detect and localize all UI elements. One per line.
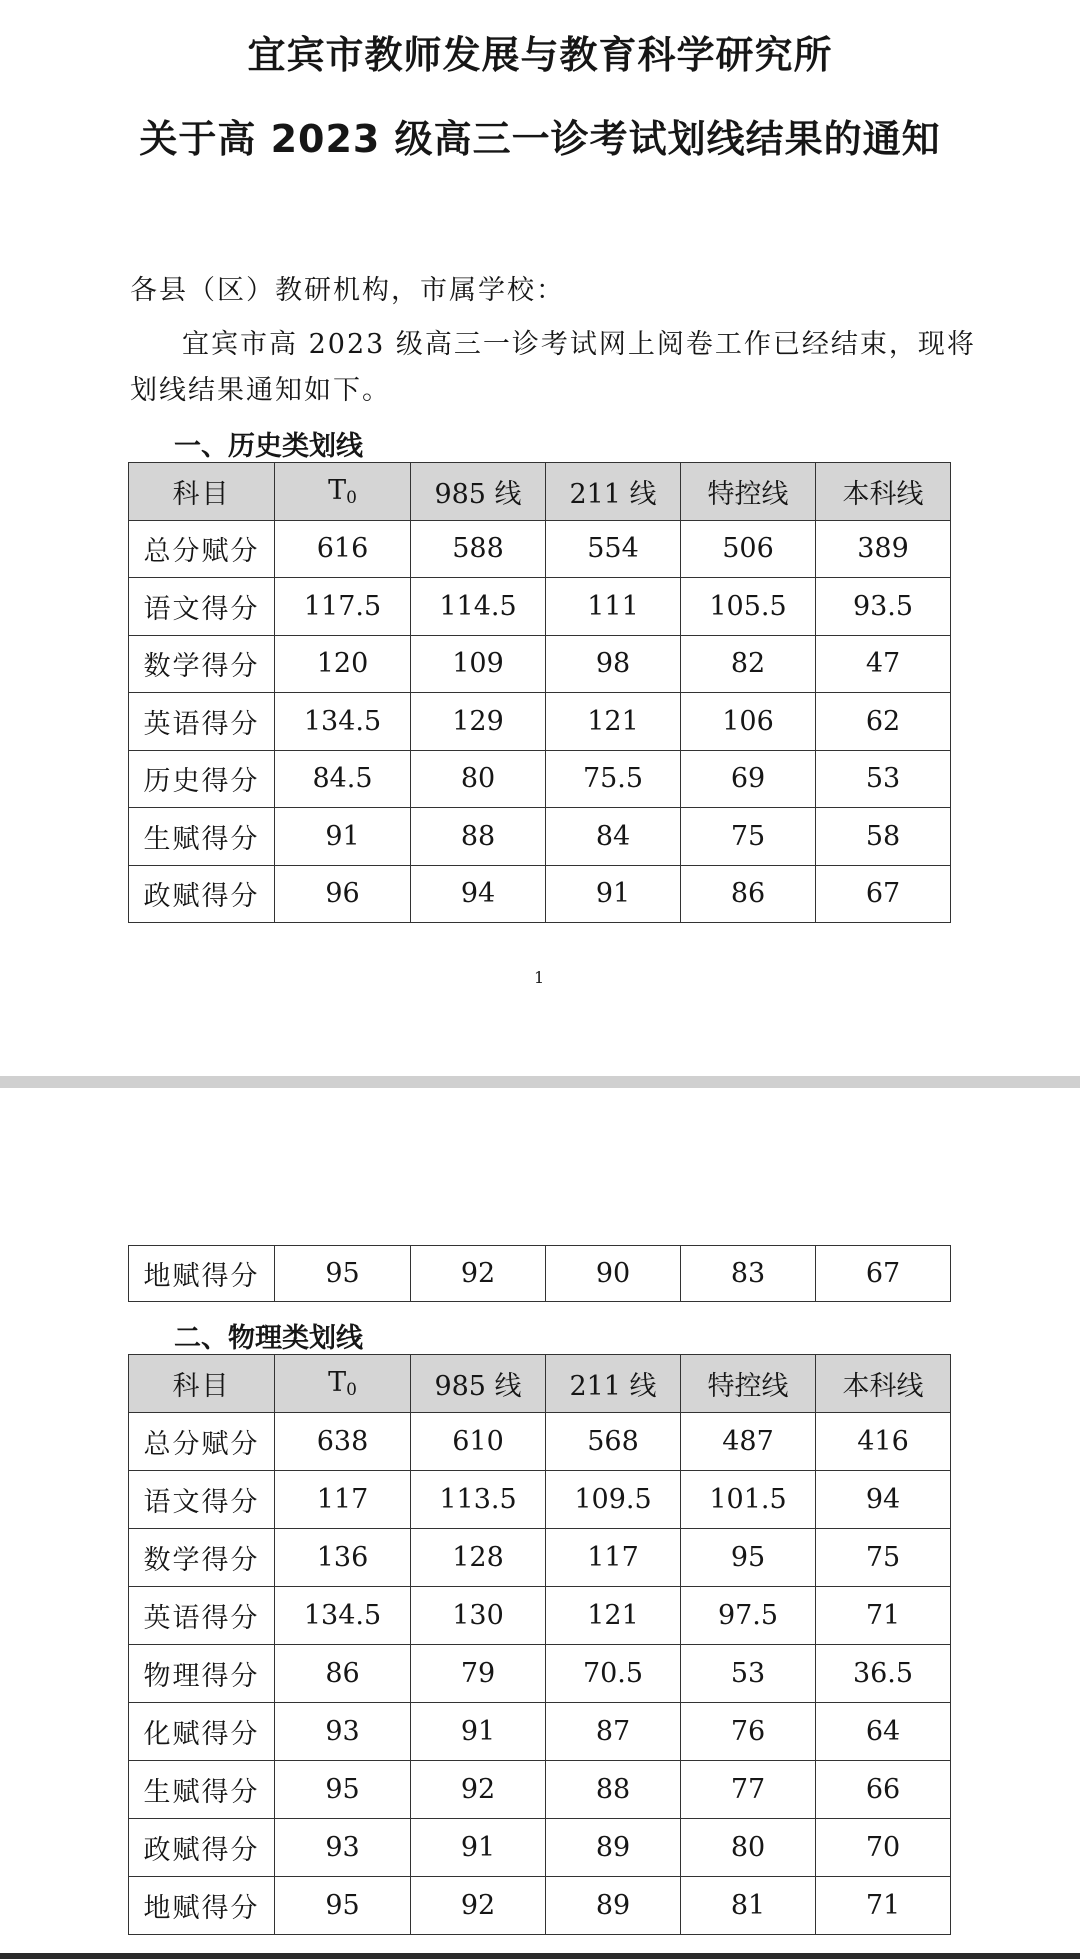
table-row bbox=[129, 693, 951, 751]
cell-bachelor: 71 bbox=[816, 1587, 951, 1645]
cell-985: 92 bbox=[411, 1761, 546, 1819]
cell-subject: 物理得分 bbox=[129, 1645, 275, 1703]
table-row bbox=[129, 1587, 951, 1645]
header-985-line: 985 线 bbox=[411, 463, 546, 521]
cell-special: 487 bbox=[681, 1413, 816, 1471]
salutation: 各县（区）教研机构，市属学校： bbox=[130, 275, 565, 306]
cell-special: 95 bbox=[681, 1529, 816, 1587]
cell-t0: 84.5 bbox=[275, 750, 411, 808]
cell-t0: 117 bbox=[275, 1471, 411, 1529]
cell-t0: 95 bbox=[275, 1761, 411, 1819]
cell-211: 90 bbox=[546, 1246, 681, 1302]
cell-t0: 95 bbox=[275, 1877, 411, 1935]
cell-bachelor: 58 bbox=[816, 808, 951, 866]
cell-211: 121 bbox=[546, 693, 681, 751]
cell-t0: 96 bbox=[275, 865, 411, 923]
cell-special: 77 bbox=[681, 1761, 816, 1819]
cell-985: 113.5 bbox=[411, 1471, 546, 1529]
cell-985: 92 bbox=[411, 1877, 546, 1935]
cell-subject: 生赋得分 bbox=[129, 808, 275, 866]
cell-211: 121 bbox=[546, 1587, 681, 1645]
table-row bbox=[129, 578, 951, 636]
header-985-line: 985 线 bbox=[411, 1355, 546, 1413]
cell-special: 97.5 bbox=[681, 1587, 816, 1645]
bottom-edge-line bbox=[0, 1953, 1080, 1959]
table-row bbox=[129, 1761, 951, 1819]
table-row bbox=[129, 1246, 951, 1302]
cell-t0: 134.5 bbox=[275, 1587, 411, 1645]
cell-t0: 93 bbox=[275, 1703, 411, 1761]
body-text-line1: 宜宾市高 2023 级高三一诊考试网上阅卷工作已经结束，现将 bbox=[182, 329, 976, 360]
cell-985: 91 bbox=[411, 1819, 546, 1877]
cell-special: 81 bbox=[681, 1877, 816, 1935]
cell-985: 109 bbox=[411, 635, 546, 693]
page-separator bbox=[0, 1076, 1080, 1088]
cell-bachelor: 64 bbox=[816, 1703, 951, 1761]
cell-985: 80 bbox=[411, 750, 546, 808]
cell-subject: 英语得分 bbox=[129, 1587, 275, 1645]
table-row bbox=[129, 1471, 951, 1529]
cell-211: 87 bbox=[546, 1703, 681, 1761]
table-row bbox=[129, 1645, 951, 1703]
history-score-table-continued bbox=[128, 1245, 951, 1302]
cell-211: 89 bbox=[546, 1877, 681, 1935]
cell-211: 91 bbox=[546, 865, 681, 923]
table-row bbox=[129, 1703, 951, 1761]
cell-subject: 总分赋分 bbox=[129, 520, 275, 578]
cell-subject: 地赋得分 bbox=[129, 1877, 275, 1935]
cell-special: 80 bbox=[681, 1819, 816, 1877]
cell-211: 117 bbox=[546, 1529, 681, 1587]
cell-211: 75.5 bbox=[546, 750, 681, 808]
header-special-line: 特控线 bbox=[681, 1355, 816, 1413]
cell-t0: 117.5 bbox=[275, 578, 411, 636]
table-row bbox=[129, 520, 951, 578]
cell-special: 86 bbox=[681, 865, 816, 923]
cell-special: 76 bbox=[681, 1703, 816, 1761]
cell-bachelor: 75 bbox=[816, 1529, 951, 1587]
table-header-row bbox=[129, 1355, 951, 1413]
cell-subject: 英语得分 bbox=[129, 693, 275, 751]
table-row bbox=[129, 1413, 951, 1471]
table-row bbox=[129, 635, 951, 693]
cell-211: 88 bbox=[546, 1761, 681, 1819]
table-row bbox=[129, 750, 951, 808]
cell-985: 92 bbox=[411, 1246, 546, 1302]
cell-special: 506 bbox=[681, 520, 816, 578]
cell-bachelor: 47 bbox=[816, 635, 951, 693]
cell-985: 114.5 bbox=[411, 578, 546, 636]
cell-special: 75 bbox=[681, 808, 816, 866]
cell-bachelor: 62 bbox=[816, 693, 951, 751]
cell-985: 88 bbox=[411, 808, 546, 866]
cell-subject: 生赋得分 bbox=[129, 1761, 275, 1819]
cell-bachelor: 389 bbox=[816, 520, 951, 578]
table-header-row bbox=[129, 463, 951, 521]
cell-subject: 数学得分 bbox=[129, 1529, 275, 1587]
cell-t0: 136 bbox=[275, 1529, 411, 1587]
cell-special: 82 bbox=[681, 635, 816, 693]
cell-t0: 91 bbox=[275, 808, 411, 866]
cell-bachelor: 66 bbox=[816, 1761, 951, 1819]
cell-bachelor: 67 bbox=[816, 865, 951, 923]
table-row bbox=[129, 808, 951, 866]
table-row bbox=[129, 1529, 951, 1587]
header-211-line: 211 线 bbox=[546, 1355, 681, 1413]
cell-211: 98 bbox=[546, 635, 681, 693]
cell-bachelor: 53 bbox=[816, 750, 951, 808]
cell-bachelor: 94 bbox=[816, 1471, 951, 1529]
cell-t0: 134.5 bbox=[275, 693, 411, 751]
cell-211: 111 bbox=[546, 578, 681, 636]
header-t0: $T_0$ bbox=[275, 463, 411, 521]
table-row bbox=[129, 1819, 951, 1877]
cell-t0: 120 bbox=[275, 635, 411, 693]
cell-985: 610 bbox=[411, 1413, 546, 1471]
cell-special: 101.5 bbox=[681, 1471, 816, 1529]
header-subject: 科目 bbox=[129, 463, 275, 521]
cell-985: 94 bbox=[411, 865, 546, 923]
header-special-line: 特控线 bbox=[681, 463, 816, 521]
cell-bachelor: 71 bbox=[816, 1877, 951, 1935]
cell-bachelor: 67 bbox=[816, 1246, 951, 1302]
header-t0: $T_0$ bbox=[275, 1355, 411, 1413]
cell-985: 130 bbox=[411, 1587, 546, 1645]
cell-985: 79 bbox=[411, 1645, 546, 1703]
history-section-heading: 一、历史类划线 bbox=[174, 431, 363, 462]
cell-special: 106 bbox=[681, 693, 816, 751]
cell-bachelor: 416 bbox=[816, 1413, 951, 1471]
cell-subject: 地赋得分 bbox=[129, 1246, 275, 1302]
cell-985: 128 bbox=[411, 1529, 546, 1587]
history-score-table bbox=[128, 462, 951, 923]
cell-211: 554 bbox=[546, 520, 681, 578]
physics-score-table bbox=[128, 1354, 951, 1935]
cell-special: 105.5 bbox=[681, 578, 816, 636]
cell-subject: 语文得分 bbox=[129, 578, 275, 636]
header-211-line: 211 线 bbox=[546, 463, 681, 521]
cell-t0: 93 bbox=[275, 1819, 411, 1877]
cell-bachelor: 70 bbox=[816, 1819, 951, 1877]
cell-bachelor: 36.5 bbox=[816, 1645, 951, 1703]
cell-985: 588 bbox=[411, 520, 546, 578]
cell-211: 89 bbox=[546, 1819, 681, 1877]
cell-211: 70.5 bbox=[546, 1645, 681, 1703]
cell-985: 129 bbox=[411, 693, 546, 751]
cell-subject: 总分赋分 bbox=[129, 1413, 275, 1471]
cell-subject: 政赋得分 bbox=[129, 865, 275, 923]
cell-subject: 政赋得分 bbox=[129, 1819, 275, 1877]
cell-special: 83 bbox=[681, 1246, 816, 1302]
cell-t0: 638 bbox=[275, 1413, 411, 1471]
cell-211: 568 bbox=[546, 1413, 681, 1471]
cell-bachelor: 93.5 bbox=[816, 578, 951, 636]
cell-t0: 86 bbox=[275, 1645, 411, 1703]
header-subject: 科目 bbox=[129, 1355, 275, 1413]
document-title-line1: 宜宾市教师发展与教育科学研究所 bbox=[247, 33, 833, 77]
cell-special: 69 bbox=[681, 750, 816, 808]
physics-section-heading: 二、物理类划线 bbox=[174, 1323, 363, 1354]
table-row bbox=[129, 1877, 951, 1935]
cell-subject: 历史得分 bbox=[129, 750, 275, 808]
cell-211: 84 bbox=[546, 808, 681, 866]
cell-985: 91 bbox=[411, 1703, 546, 1761]
header-bachelor-line: 本科线 bbox=[816, 463, 951, 521]
body-text-line2: 划线结果通知如下。 bbox=[130, 375, 391, 406]
cell-t0: 95 bbox=[275, 1246, 411, 1302]
cell-211: 109.5 bbox=[546, 1471, 681, 1529]
header-bachelor-line: 本科线 bbox=[816, 1355, 951, 1413]
cell-subject: 语文得分 bbox=[129, 1471, 275, 1529]
cell-special: 53 bbox=[681, 1645, 816, 1703]
cell-subject: 化赋得分 bbox=[129, 1703, 275, 1761]
cell-t0: 616 bbox=[275, 520, 411, 578]
cell-subject: 数学得分 bbox=[129, 635, 275, 693]
page-number: 1 bbox=[534, 968, 545, 987]
table-row bbox=[129, 865, 951, 923]
document-title-line2: 关于高 2023 级高三一诊考试划线结果的通知 bbox=[139, 117, 941, 161]
